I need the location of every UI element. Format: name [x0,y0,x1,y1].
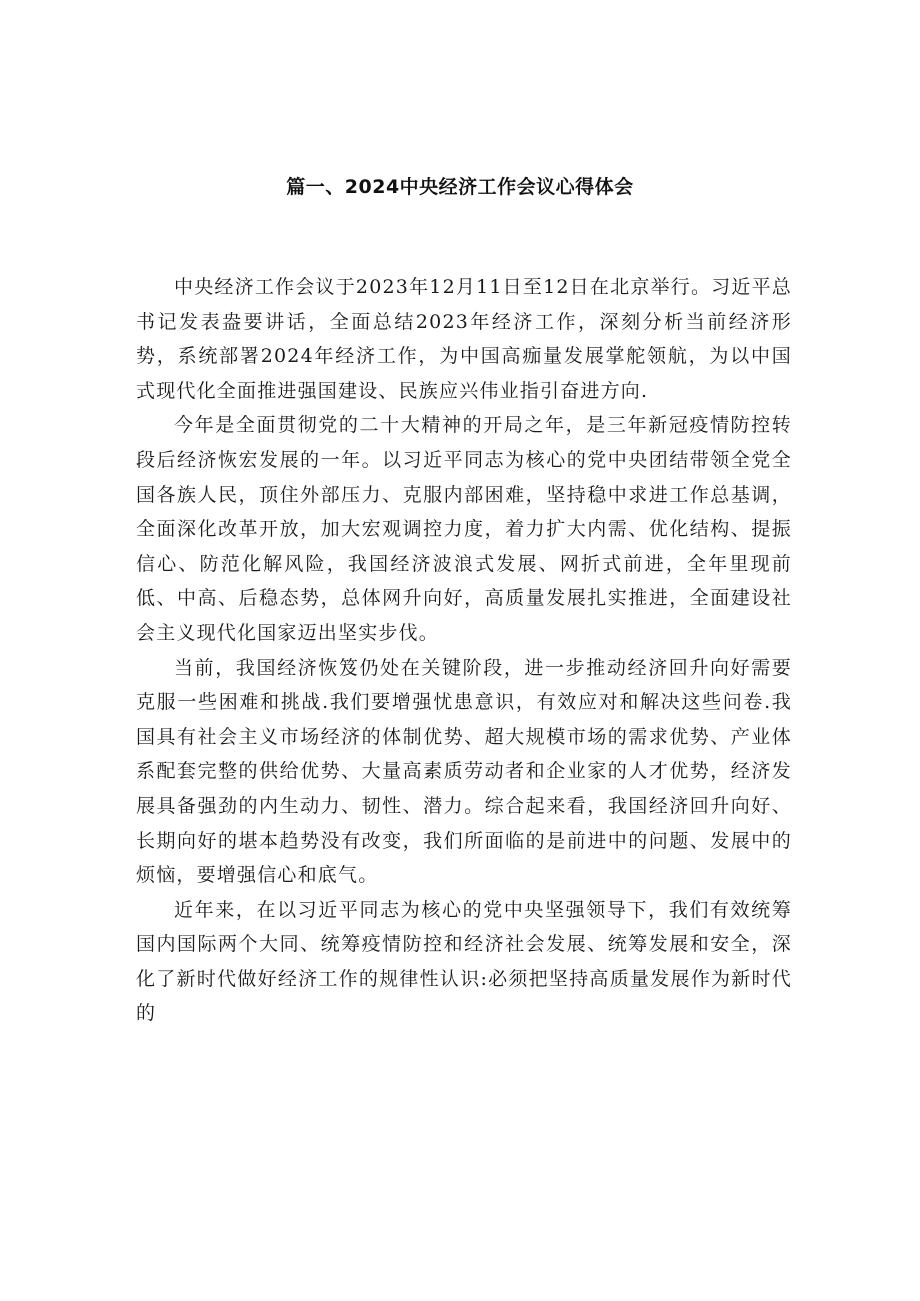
paragraph-1: 中央经济工作会议于2023年12月11日至12日在北京举行。习近平总书记发表盎要讲话，全面总结2023年经济工作，深刻分析当前经济形势，系统部署2024年经济工作，为中国高痂量发展掌舵领航，为以中国式现代化全面推进强国建设、民族应兴伟业指引奋进方向. [136,276,792,402]
paragraph-3: 当前，我国经济恢笈仍处在关键阶段，进一步推动经济回升向好需要克服一些困难和挑战.我们要增强忧患意识，有效应对和解决这些问卷.我国具有社会主义市场经济的体制优势、超大规模市场的需求优势、产业体系配套完整的供给优势、大量高素质劳动者和企业家的人才优势，经济发展具备强劲的内生动力、韧性、潜力。综合起来看，我国经济回升向好、长期向好的堪本趋势没有改变，我们所面临的是前进中的问题、发展中的烦恼，要增强信心和底气。 [136,656,792,887]
paragraph-4: 近年来，在以习近平同志为核心的党中央坚强领导下，我们有效统筹国内国际两个大同、统筹疫情防控和经济社会发展、统筹发展和安全，深化了新时代做好经济工作的规律性认识:必须把坚持高质量发展作为新时代的 [136,898,792,1025]
document-title: 篇一、2024中央经济工作会议心得体会 [286,176,634,198]
paragraph-2: 今年是全面贯彻党的二十大精神的开局之年，是三年新冠疫情防控转段后经济恢宏发展的一年。以习近平同志为核心的党中央团结带领全党全国各族人民，顶住外部压力、克服内部困难，坚持稳中求进工作总基调，全面深化改革开放，加大宏观调控力度，着力扩大内需、优化结构、提振信心、防范化解风险，我国经济波浪式发展、网折式前进，全年里现前低、中高、后稳态势，总体网升向好，高质量发展扎实推进，全面建设社会主义现代化国家迈出坚实步伐。 [136,414,792,644]
document-body [136,270,792,1031]
